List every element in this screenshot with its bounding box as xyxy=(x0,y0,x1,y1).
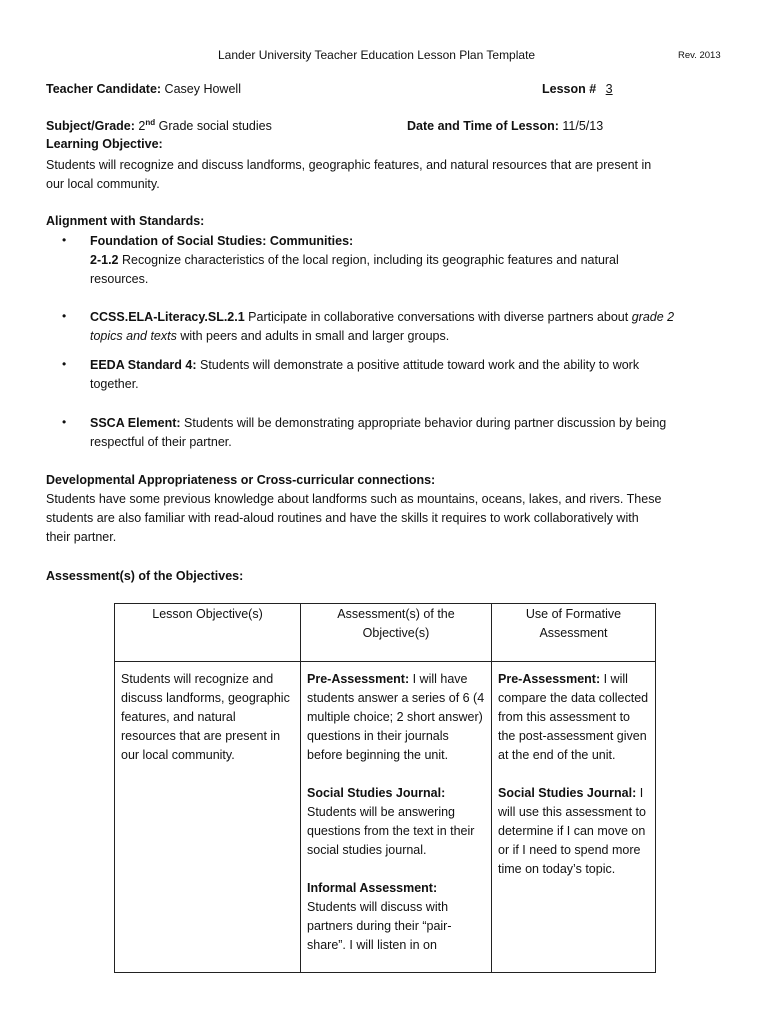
standard-2-italic: grade 2 xyxy=(631,310,675,324)
formative-pre-label: Pre-Assessment: xyxy=(498,672,601,686)
standard-4-line-2: respectful of their partner. xyxy=(90,435,232,449)
formative-journal-text: I will use this assessment to determine if I can move on or if I need to spend more time on today’s topic. xyxy=(498,786,646,876)
standard-4-code: SSCA Element: xyxy=(90,416,181,430)
document-title: Lander University Teacher Education Lesson Plan Template xyxy=(218,48,536,62)
standard-2-text: Participate in collaborative conversations with diverse partners about xyxy=(244,310,632,324)
lesson-number xyxy=(542,80,658,99)
assessment-heading: Assessment(s) of the Objectives: xyxy=(46,569,244,583)
subject-grade-suffix: Grade social studies xyxy=(155,119,272,133)
grade-superscript: nd xyxy=(145,117,156,127)
standard-2-line-2 xyxy=(90,327,449,346)
assessment-table xyxy=(114,603,656,973)
learning-objective-line-1: Students will recognize and discuss landforms, geographic features, and natural resources that are present in xyxy=(46,158,652,172)
standard-1-line-1 xyxy=(90,251,619,270)
learning-objective-heading: Learning Objective: xyxy=(46,137,163,151)
standard-1-code: 2-1.2 xyxy=(90,253,119,267)
standard-1-heading: Foundation of Social Studies: Communities: xyxy=(90,234,354,248)
formative-journal-block xyxy=(498,784,649,879)
developmental-line-2: students are also familiar with read-aloud routines and have the skills it requires to work collaboratively with xyxy=(46,511,639,525)
learning-objective-line-2: our local community. xyxy=(46,177,160,191)
column-header: Lesson Objective(s) xyxy=(115,604,301,662)
informal-assessment-block xyxy=(307,879,485,955)
bullet-marker: • xyxy=(62,233,67,247)
journal-label: Social Studies Journal: xyxy=(307,786,446,800)
formative-pre-text: I will compare the data collected from this assessment to the post-assessment given at the end of the unit. xyxy=(498,672,649,762)
subject-grade-value: 2 xyxy=(134,119,146,133)
table-header-row xyxy=(115,604,656,662)
lesson-number-value: 3 xyxy=(605,82,613,96)
lesson-date xyxy=(407,117,603,136)
column-header: Use of Formative Assessment xyxy=(492,604,656,662)
standard-4-line-1 xyxy=(90,414,666,433)
formative-journal-label: Social Studies Journal: xyxy=(498,786,637,800)
developmental-line-1: Students have some previous knowledge about landforms such as mountains, oceans, lakes, and rivers. These xyxy=(46,492,662,506)
developmental-heading: Developmental Appropriateness or Cross-curricular connections: xyxy=(46,473,436,487)
journal-text: Students will be answering questions from the text in their social studies journal. xyxy=(307,805,475,857)
standard-4-text: Students will be demonstrating appropriate behavior during partner discussion by being xyxy=(180,416,667,430)
teacher-candidate-value: Casey Howell xyxy=(161,82,241,96)
column-header: Assessment(s) of the Objective(s) xyxy=(301,604,492,662)
standard-2-code: CCSS.ELA-Literacy.SL.2.1 xyxy=(90,310,245,324)
table-row xyxy=(115,662,656,973)
informal-assessment-text: Students will discuss with partners during their “pair-share”. I will listen in on xyxy=(307,900,452,952)
informal-assessment-label: Informal Assessment: xyxy=(307,881,438,895)
standard-3-line-1 xyxy=(90,356,639,375)
teacher-candidate-label: Teacher Candidate: xyxy=(46,82,162,96)
lesson-date-label: Date and Time of Lesson: xyxy=(407,119,559,133)
lesson-number-label: Lesson # xyxy=(542,82,600,96)
pre-assessment-label: Pre-Assessment: xyxy=(307,672,410,686)
developmental-line-3: their partner. xyxy=(46,530,117,544)
standard-3-code: EEDA Standard 4: xyxy=(90,358,197,372)
standard-2-text-cont: with peers and adults in small and larger groups. xyxy=(176,329,450,343)
journal-block xyxy=(307,784,485,860)
standard-3-text: Students will demonstrate a positive attitude toward work and the ability to work xyxy=(196,358,640,372)
alignment-heading: Alignment with Standards: xyxy=(46,214,205,228)
assessment-cell xyxy=(301,662,492,973)
standard-1-text: Recognize characteristics of the local region, including its geographic features and natural xyxy=(118,253,619,267)
pre-assessment-block xyxy=(307,670,485,765)
bullet-marker: • xyxy=(62,309,67,323)
subject-grade xyxy=(46,117,272,136)
formative-pre-block xyxy=(498,670,649,765)
teacher-candidate xyxy=(46,80,241,99)
pre-assessment-text: I will have students answer a series of 6 (4 multiple choice; 2 short answer) questions in their journals before beginning the unit. xyxy=(307,672,485,762)
bullet-marker: • xyxy=(62,357,67,371)
standard-2-line-1 xyxy=(90,308,674,327)
subject-grade-label: Subject/Grade: xyxy=(46,119,135,133)
bullet-marker: • xyxy=(62,415,67,429)
lesson-date-value: 11/5/13 xyxy=(558,119,604,133)
standard-1-line-2: resources. xyxy=(90,272,149,286)
lesson-objective-cell: Students will recognize and discuss landforms, geographic features, and natural resources that are present in our local community. xyxy=(115,662,301,973)
standard-3-line-2: together. xyxy=(90,377,139,391)
formative-use-cell xyxy=(492,662,656,973)
revision-label: Rev. 2013 xyxy=(678,50,721,61)
standard-2-italic-cont: topics and texts xyxy=(90,329,177,343)
